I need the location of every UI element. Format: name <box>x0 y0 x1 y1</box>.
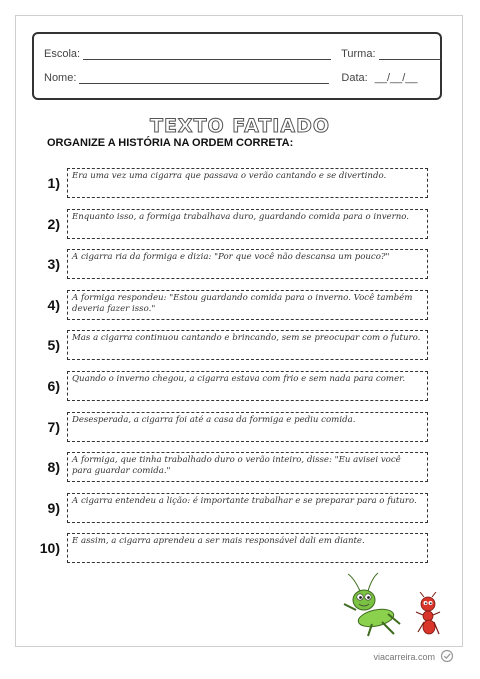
item-number: 1) <box>47 175 60 191</box>
story-item[interactable] <box>30 412 450 444</box>
cut-out-text-strip[interactable]: A cigarra ria da formiga e dizia: "Por que você não descansa um pouco?" <box>67 249 428 279</box>
story-item[interactable] <box>30 249 450 281</box>
instruction-text: ORGANIZE A HISTÓRIA NA ORDEM CORRETA: <box>47 137 294 149</box>
story-item[interactable] <box>30 330 450 362</box>
check-logo-icon <box>440 649 454 663</box>
cut-out-text-strip[interactable]: Enquanto isso, a formiga trabalhava duro, guardando comida para o inverno. <box>67 209 428 239</box>
story-item[interactable] <box>30 493 450 525</box>
item-number: 4) <box>47 296 60 313</box>
cut-out-text-strip[interactable]: A formiga respondeu: "Estou guardando comida para o inverno. Você também deveria fazer isso." <box>67 290 428 320</box>
data-field[interactable]: __/__/__ <box>374 72 418 84</box>
cut-out-text-strip[interactable]: A formiga, que tinha trabalhado duro o verão inteiro, disse: "Eu avisei você para guardar comida." <box>67 452 428 482</box>
story-item[interactable] <box>30 533 450 565</box>
escola-label: Escola: <box>44 48 81 60</box>
escola-field[interactable] <box>83 48 331 60</box>
item-number: 7) <box>47 418 60 435</box>
item-number: 2) <box>47 215 60 232</box>
cut-out-text-strip[interactable]: Quando o inverno chegou, a cigarra estava com frio e sem nada para comer. <box>67 371 428 401</box>
story-item[interactable] <box>30 452 450 484</box>
escola-row <box>44 48 441 60</box>
item-number: 5) <box>47 337 60 354</box>
student-info-box <box>32 32 442 100</box>
item-number: 10) <box>39 540 60 557</box>
turma-label: Turma: <box>341 48 376 60</box>
cut-out-text-strip[interactable]: E assim, a cigarra aprendeu a ser mais responsável dali em diante. <box>67 533 428 563</box>
data-label: Data: <box>341 72 368 84</box>
item-number: 8) <box>47 459 60 476</box>
story-item[interactable] <box>30 168 450 200</box>
story-item[interactable] <box>30 371 450 403</box>
ant-illustration <box>408 592 448 638</box>
nome-field[interactable] <box>79 72 329 84</box>
cut-out-text-strip[interactable]: Desesperada, a cigarra foi até a casa da formiga e pediu comida. <box>67 412 428 442</box>
footer-site: viacarreira.com <box>373 652 435 662</box>
item-number: 6) <box>47 378 60 394</box>
story-item[interactable] <box>30 290 450 322</box>
cut-out-text-strip[interactable]: Mas a cigarra continuou cantando e brincando, sem se preocupar com o futuro. <box>67 330 428 360</box>
story-item[interactable] <box>30 209 450 241</box>
item-number: 3) <box>47 256 60 273</box>
cut-out-text-strip[interactable]: Era uma vez uma cigarra que passava o verão cantando e se divertindo. <box>67 168 428 198</box>
nome-label: Nome: <box>44 72 77 84</box>
turma-field[interactable] <box>379 48 441 60</box>
nome-row <box>44 72 418 84</box>
cut-out-text-strip[interactable]: A cigarra entendeu a lição: é importante trabalhar e se preparar para o futuro. <box>67 493 428 523</box>
item-number: 9) <box>47 499 60 516</box>
page-title: TEXTO FATIADO <box>149 115 330 137</box>
